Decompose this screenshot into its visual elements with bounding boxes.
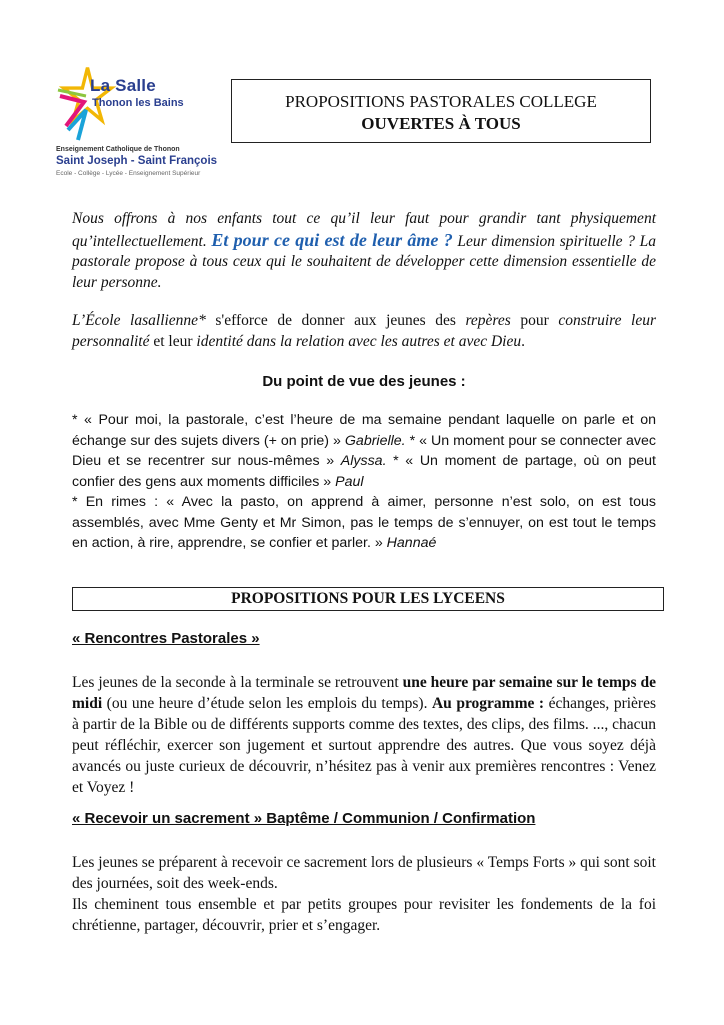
ecole-lasallienne: L’École lasallienne* [72,312,206,329]
logo-brand-location: Thonon les Bains [92,97,184,109]
intro2-text-b: s'efforce de donner aux jeunes des [205,312,466,329]
intro2-text-d: pour [510,312,559,329]
lycee-section-title: PROPOSITIONS POUR LES LYCEENS [72,587,664,611]
intro-paragraph-1 [72,209,656,293]
title-box [231,79,651,143]
intro2-text-f: et leur [149,332,197,350]
logo-brand-name: La Salle [90,76,156,95]
intro-highlight: Et pour ce qui est de leur âme ? [211,229,453,250]
quote-2-author: Alyssa. [340,453,387,469]
intro-paragraph-2 [72,311,656,352]
intro-text-a: Nous offrons à nos enfants tout ce qu’il leur faut pour grandir tant physiquement qu’intellectuellement. [72,210,656,250]
intro2-construire: construire leur personnalité [72,312,656,350]
school-logo [56,66,218,186]
quote-3-author: Paul [335,473,364,490]
rencontres-text-a: Les jeunes de la seconde à la terminale se retrouvent [72,674,403,691]
rencontres-text-c: (ou une heure d’étude selon les emplois du temps). [102,695,432,712]
sacrement-text-2: Ils cheminent tous ensemble et par petits groupes pour revisiter les fondements de la foi chrétienne, partager, découvrir, prier et s’engager. [72,896,656,934]
quote-3: * « Un moment de partage, où on peut confier des gens aux moments difficiles » [72,453,656,490]
quote-1-author: Gabrielle. [344,432,406,449]
intro2-text-h: . [521,332,525,350]
rencontres-paragraph [72,672,656,798]
quote-4-author: Hannaé [386,535,437,551]
intro-text-b: Leur dimension spirituelle ? La pastorale propose à tous ceux qui le souhaitent de développer cette dimension essentielle de leur personne. [72,232,657,291]
youth-heading: Du point de vue des jeunes : [262,373,466,390]
rencontres-programme-label: Au programme : [431,695,545,712]
sacrement-paragraph [72,852,656,936]
quote-1: * « Pour moi, la pastorale, c’est l’heure de ma semaine pendant laquelle on parle et on échange sur des sujets divers (+ on prie) » [72,412,656,449]
sacrement-text-1: Les jeunes se préparent à recevoir ce sacrement lors de plusieurs « Temps Forts » qui sont soit des journées, soit des week-ends. [72,854,656,892]
intro2-identite: identité dans la relation avec les autres et avec Dieu [196,332,522,350]
rencontres-heading: « Rencontres Pastorales » [72,630,260,647]
youth-quotes [72,410,656,554]
quote-4: * En rimes : « Avec la pasto, on apprend à aimer, personne n’est solo, on est tous assemblés, avec Mme Genty et Mr Simon, pas le temps de s’ennuyer, on est tout le temps en action, à rire, apprendre, se confier et parler. » [72,494,656,551]
intro2-reperes: repères [465,312,511,329]
sacrement-heading: « Recevoir un sacrement » Baptême / Communion / Confirmation [72,810,536,827]
logo-levels: Ecole - Collège - Lycée - Enseignement Supérieur [56,170,201,177]
rencontres-text-e: échanges, prières à partir de la Bible ou de différents supports comme des textes, des clips, des films. ..., chacun peut réfléchir, exercer son jugement et surtout apprendre des autres. Que vous soyez déjà avancés ou juste curieux de découvrir, n’hésitez pas à venir aux premières rencontres : Venez et Voyez ! [72,695,656,796]
logo-enseignement: Enseignement Catholique de Thonon [56,146,180,153]
title-line-1: PROPOSITIONS PASTORALES COLLEGE [285,92,597,111]
logo-schools: Saint Joseph - Saint François [56,155,218,167]
quote-2: * « Un moment pour se connecter avec Dieu et se recentrer sur nous-mêmes » [72,432,656,469]
rencontres-schedule: une heure par semaine sur le temps de midi [72,674,656,712]
title-line-2: OUVERTES À TOUS [361,114,521,133]
